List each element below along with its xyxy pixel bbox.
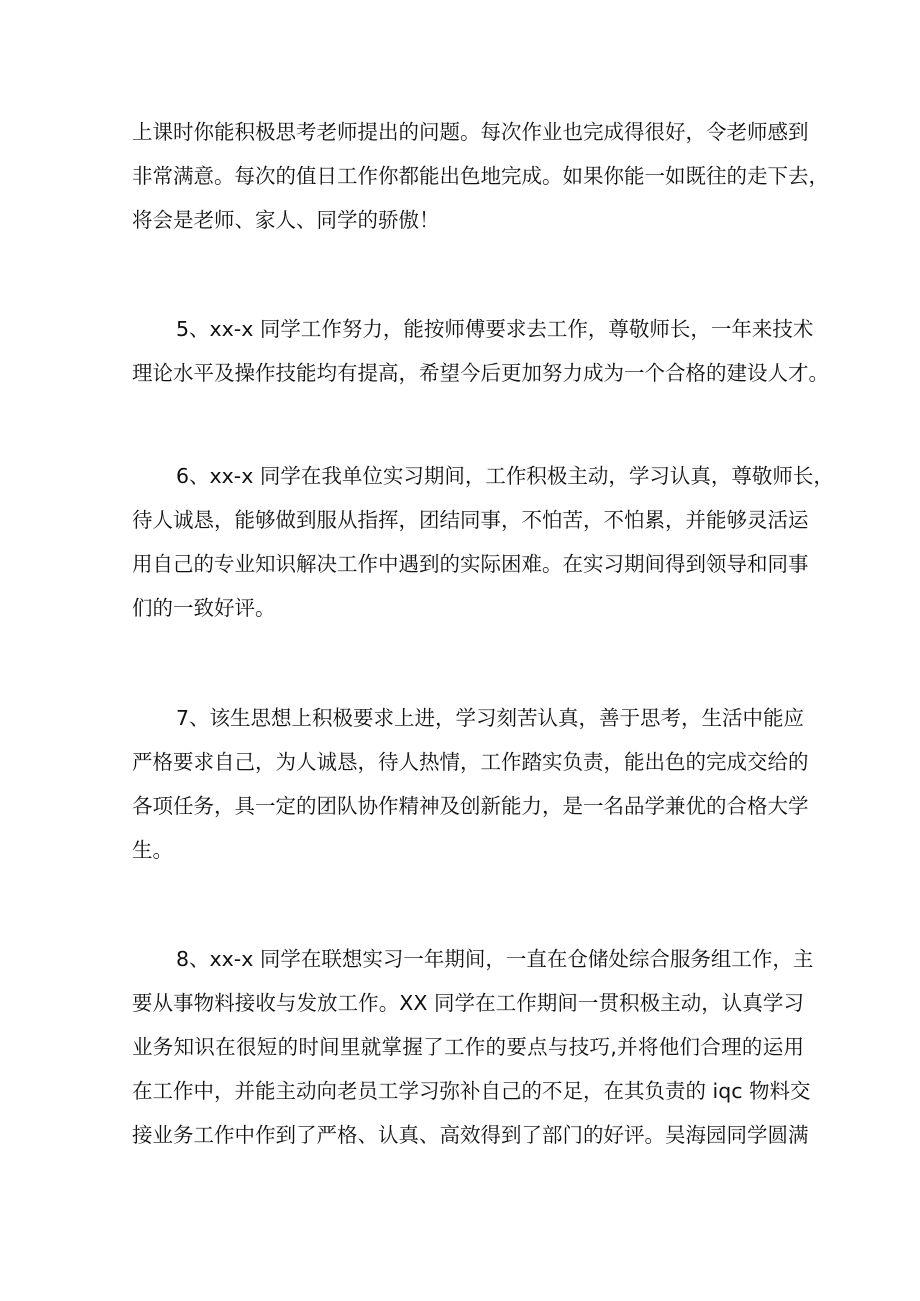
paragraph-item-7: [132, 696, 809, 872]
text-line: 业务知识在很短的时间里就掌握了工作的要点与技巧,并将他们合理的运用: [132, 1035, 804, 1059]
text-line: 上课时你能积极思考老师提出的问题。每次作业也完成得很好，令老师感到: [132, 120, 809, 144]
text-line: 生。: [132, 838, 173, 862]
text-line: 要从事物料接收与发放工作。XX 同学在工作期间一贯积极主动，认真学习: [132, 991, 804, 1015]
paragraph-item-6: [132, 454, 834, 630]
text-line: 将会是老师、家人、同学的骄傲！: [132, 208, 440, 232]
paragraph-continuation: [132, 110, 829, 242]
text-line: 在工作中，并能主动向老员工学习弥补自己的不足，在其负责的 iqc 物料交: [132, 1079, 811, 1103]
text-line: 8、xx-x 同学在联想实习一年期间，一直在仓储处综合服务组工作，主: [176, 947, 814, 971]
text-line: 严格要求自己，为人诚恳，待人热情，工作踏实负责，能出色的完成交给的: [132, 750, 809, 774]
text-line: 用自己的专业知识解决工作中遇到的实际困难。在实习期间得到领导和同事: [132, 552, 809, 576]
text-line: 接业务工作中作到了严格、认真、高效得到了部门的好评。吴海园同学圆满: [132, 1123, 809, 1147]
text-line: 们的一致好评。: [132, 596, 276, 620]
paragraph-item-8: [132, 937, 814, 1157]
text-line: 5、xx-x 同学工作努力，能按师傅要求去工作，尊敬师长，一年来技术: [176, 317, 814, 341]
text-line: 待人诚恳，能够做到服从指挥，团结同事，不怕苦，不怕累，并能够灵活运: [132, 508, 809, 532]
text-line: 非常满意。每次的值日工作你都能出色地完成。如果你能一如既往的走下去，: [132, 164, 829, 188]
text-line: 各项任务，具一定的团队协作精神及创新能力，是一名品学兼优的合格大学: [132, 794, 809, 818]
text-line: 7、该生思想上积极要求上进，学习刻苦认真，善于思考，生活中能应: [176, 706, 805, 730]
paragraph-item-5: [132, 307, 829, 395]
text-line: 理论水平及操作技能均有提高，希望今后更加努力成为一个合格的建设人才。: [132, 361, 829, 385]
text-line: 6、xx-x 同学在我单位实习期间，工作积极主动，学习认真，尊敬师长，: [176, 464, 834, 488]
